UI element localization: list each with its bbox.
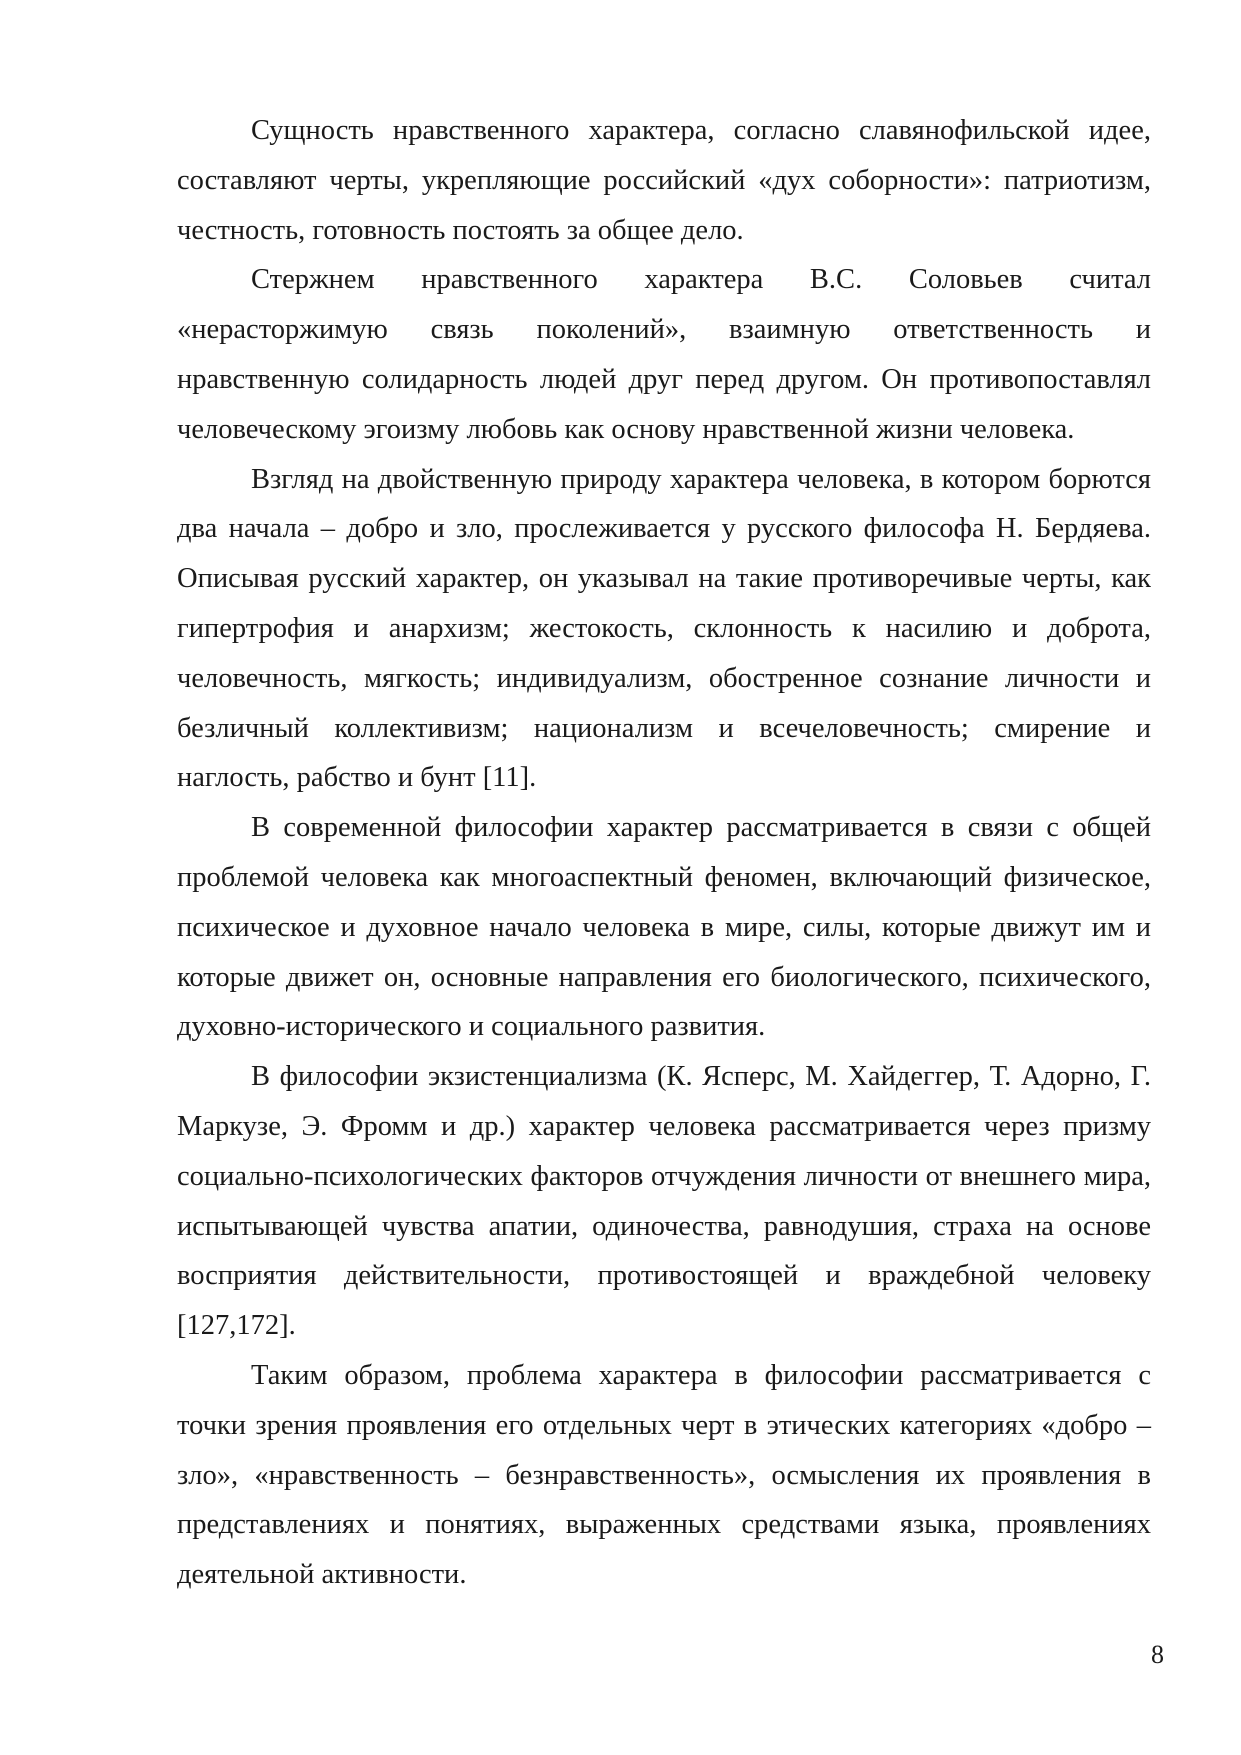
paragraph-slavophile: Сущность нравственного характера, согласно славянофильской идее, составляют черты, укрепляющие российский «дух соборности»: патриотизм, честность, готовность постоять за общее дело. bbox=[177, 115, 1151, 246]
paragraph-modern-philosophy: В современной философии характер рассматривается в связи с общей проблемой человека как многоаспектный феномен, включающий физическое, психическое и духовное начало человека в мире, силы, которые движут им и которые движет он, основные направления его биологического, психического, духовно-исторического и социального развития. bbox=[177, 812, 1151, 1043]
paragraph-existentialism: В философии экзистенциализма (К. Ясперс, М. Хайдеггер, Т. Адорно, Г. Маркузе, Э. Фромм и др.) характер человека рассматривается через призму социально-психологических факторов отчуждения личности от внешнего мира, испытывающей чувства апатии, одиночества, равнодушия, страха на основе восприятия действительности, противостоящей и враждебной человеку [127,172]. bbox=[177, 1061, 1151, 1342]
paragraph-conclusion: Таким образом, проблема характера в философии рассматривается с точки зрения проявления его отдельных черт в этических категориях «добро – зло», «нравственность – безнравственность», осмысления их проявления в представлениях и понятиях, выраженных средствами языка, проявлениях деятельной активности. bbox=[177, 1359, 1151, 1591]
page-number: 8 bbox=[1151, 1640, 1164, 1669]
paragraph-berdyaev: Взгляд на двойственную природу характера человека, в котором борются два начала – добро и зло, прослеживается у русского философа Н. Бердяева. Описывая русский характер, он указывал на такие противоречивые черты, как гипертрофия и анархизм; жестокость, склонность к насилию и доброта, человечность, мягкость; индивидуализм, обостренное сознание личности и безличный коллективизм; национализм и всечеловечность; смирение и наглость, рабство и бунт [11]. bbox=[177, 463, 1151, 794]
body-text bbox=[177, 106, 1151, 1600]
paragraph-solovyov: Стержнем нравственного характера В.С. Соловьев считал «нерасторжимую связь поколений», взаимную ответственность и нравственную солидарность людей друг перед другом. Он противопоставлял человеческому эгоизму любовь как основу нравственной жизни человека. bbox=[177, 264, 1151, 445]
